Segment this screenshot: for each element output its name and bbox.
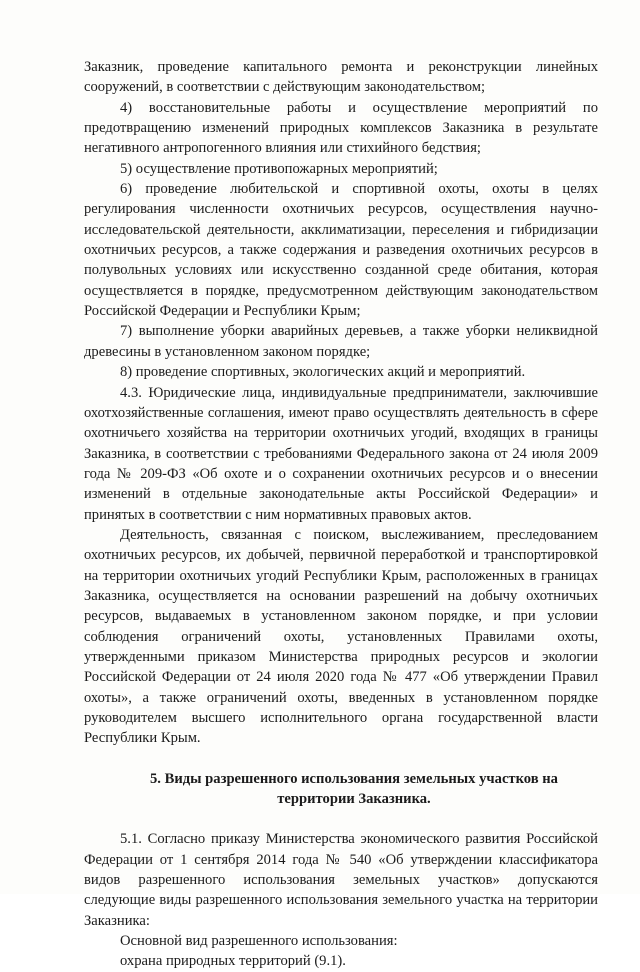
list-item-7: 7) выполнение уборки аварийных деревьев, а также уборки неликвидной древесины в установленном законом порядке; (84, 323, 598, 360)
hunting-activity-paragraph: Деятельность, связанная с поиском, выслеживанием, преследованием охотничьих ресурсов, их добычей, первичной переработкой и транспортировкой на территории охотничьих угодий Республики Крым, расположенных в границах Заказника, осуществляется на основании разрешений на добычу охотничьих ресурсов, выдаваемых в установленном законом порядке, и при условии соблюдения ограничений охоты, установленных Правилами охоты, утвержденными приказом Министерства природных ресурсов и экологии Российской Федерации от 24 июля 2020 года № 477 «Об утверждении Правил охоты», а также ограничений охоты, введенных в установленном порядке руководителем высшего исполнительного органа государственной власти Республики Крым. (84, 526, 598, 747)
list-item-6: 6) проведение любительской и спортивной охоты, охоты в целях регулирования численности охотничьих ресурсов, осуществления научно-исследовательской деятельности, акклиматизации, переселения и гибридизации охотничьих ресурсов, а также содержания и разведения охотничьих ресурсов в полувольных условиях или искусственно созданной среде обитания, которая осуществляется в порядке, предусмотренном действующим законодательством Российской Федерации и Республики Крым; (84, 181, 598, 320)
main-use-value: охрана природных территорий (9.1). (120, 953, 346, 970)
list-item-4: 4) восстановительные работы и осуществление мероприятий по предотвращению изменений природных комплексов Заказника в результате негативного антропогенного влияния или стихийного бедствия; (84, 99, 598, 157)
list-item-5: 5) осуществление противопожарных мероприятий; (120, 160, 438, 177)
section-5-heading: 5. Виды разрешенного использования земельных участков на территории Заказника. (150, 770, 558, 808)
clause-4-3: 4.3. Юридические лица, индивидуальные предприниматели, заключившие охотхозяйственные соглашения, имеют право осуществлять деятельность в сфере охотничьего хозяйства на территории охотничьих угодий, входящих в границы Заказника, в соответствии с требованиями Федерального закона от 24 июля 2009 года № 209-ФЗ «Об охоте и о сохранении охотничьих ресурсов и о внесении изменений в отдельные законодательные акты Российской Федерации» и принятых в соответствии с ним нормативных правовых актов. (84, 384, 598, 523)
list-item-8: 8) проведение спортивных, экологических акций и мероприятий. (120, 364, 526, 381)
clause-5-1: 5.1. Согласно приказу Министерства экономического развития Российской Федерации от 1 сентября 2014 года № 540 «Об утверждении классификатора видов разрешенного использования земельных участков» допускаются следующие виды разрешенного использования земельного участка на территории Заказника: (84, 831, 598, 929)
document-body (84, 57, 598, 972)
paragraph-continuation: Заказник, проведение капитального ремонта и реконструкции линейных сооружений, в соответствии с действующим законодательством; (84, 59, 598, 96)
main-use-label: Основной вид разрешенного использования: (120, 933, 398, 950)
